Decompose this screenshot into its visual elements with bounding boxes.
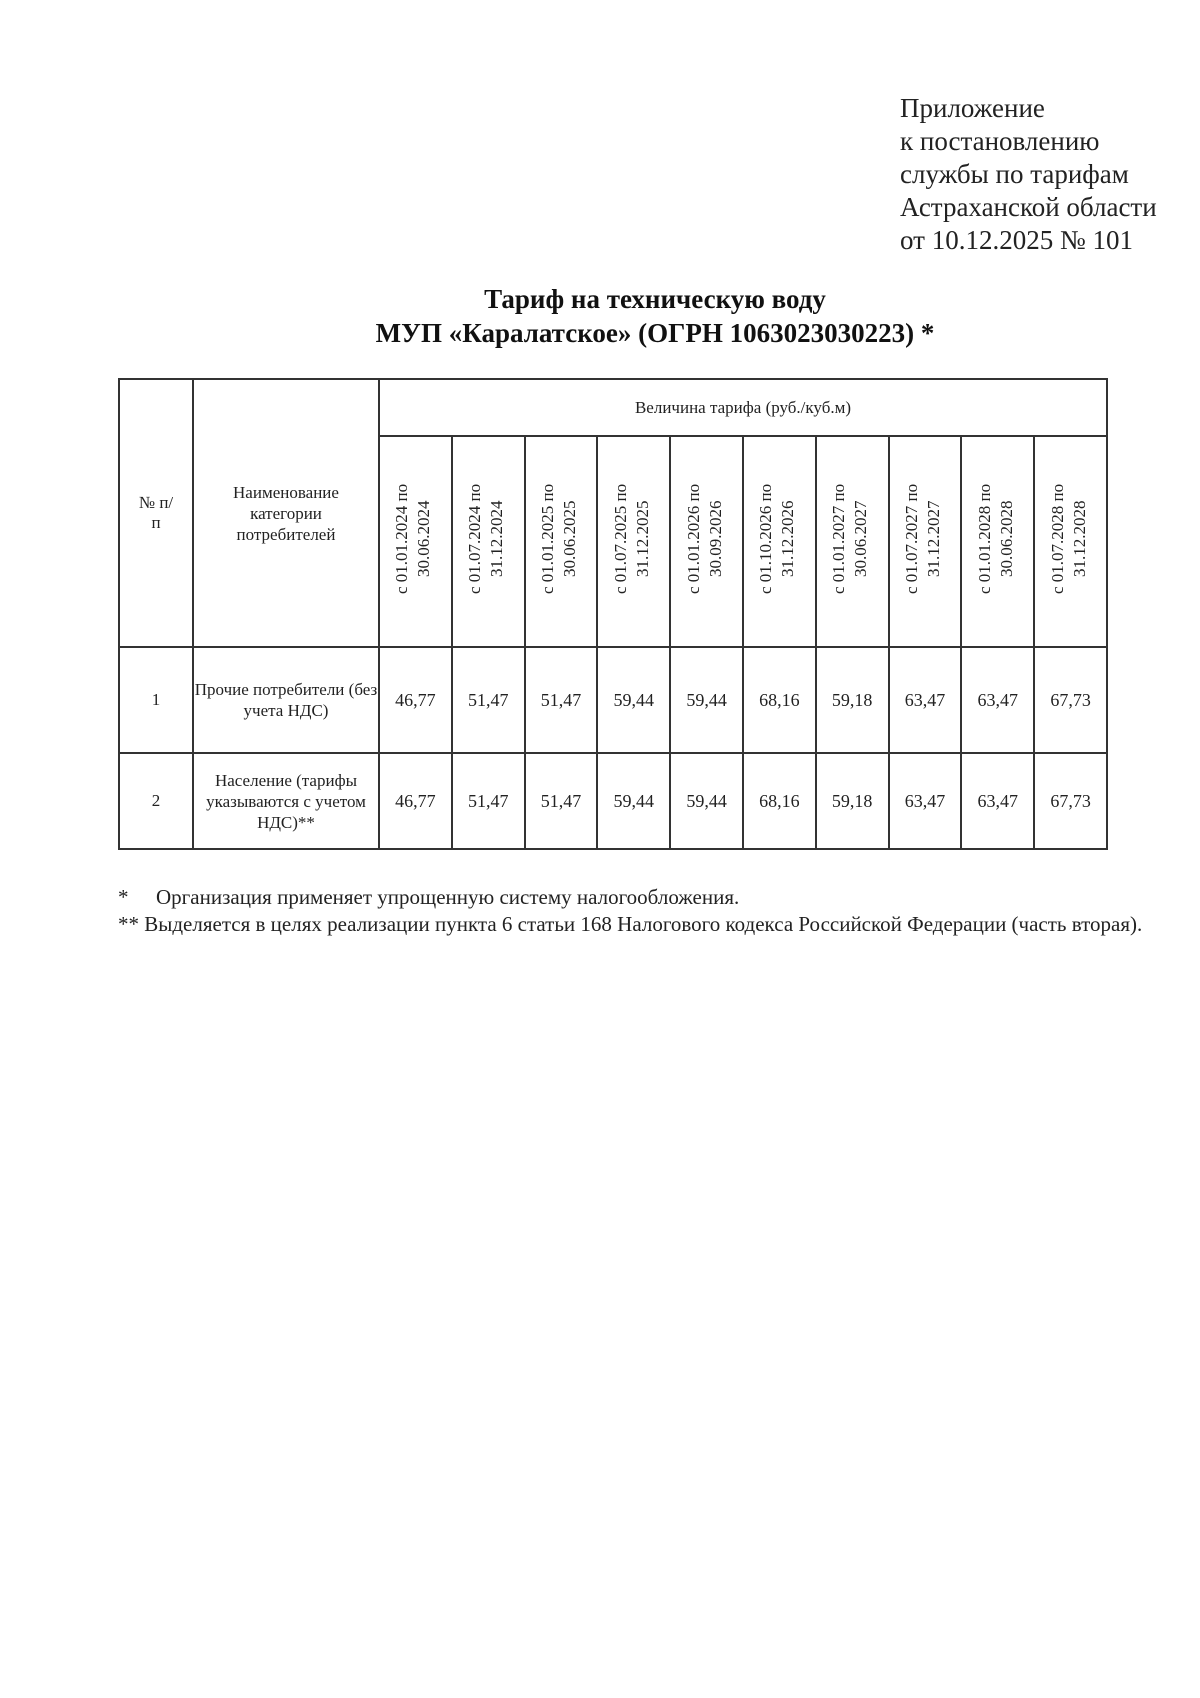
period-label: с 01.01.2027 по 30.06.2027 <box>829 483 871 595</box>
tariff-value: 51,47 <box>452 753 525 849</box>
tariff-value: 51,47 <box>525 753 598 849</box>
tariff-value: 51,47 <box>452 647 525 753</box>
title-line-2: МУП «Каралатское» (ОГРН 1063023030223) * <box>375 318 935 348</box>
period-label: с 01.01.2025 по 30.06.2025 <box>537 483 579 595</box>
row-category: Население (тарифы указываются с учетом НДС)** <box>193 753 379 849</box>
tariff-value: 63,47 <box>889 647 962 753</box>
tariff-value: 59,44 <box>597 647 670 753</box>
tariff-value: 63,47 <box>961 647 1034 753</box>
tariff-value: 59,44 <box>670 647 743 753</box>
tariff-value: 67,73 <box>1034 753 1107 849</box>
header-period <box>379 436 452 647</box>
row-category: Прочие потребители (без учета НДС) <box>193 647 379 753</box>
period-label: с 01.01.2026 по 30.09.2026 <box>683 483 725 595</box>
row-number: 2 <box>119 753 193 849</box>
header-period <box>816 436 889 647</box>
tariff-table <box>118 378 1108 850</box>
row-number: 1 <box>119 647 193 753</box>
period-label: с 01.01.2024 по 30.06.2024 <box>392 483 434 595</box>
appendix-line: Приложение <box>900 93 1045 123</box>
header-period <box>1034 436 1107 647</box>
tariff-value: 68,16 <box>743 647 816 753</box>
appendix-line: службы по тарифам <box>900 159 1129 189</box>
document-title <box>0 282 1200 350</box>
appendix-line: к постановлению <box>900 126 1100 156</box>
period-label: с 01.07.2028 по 31.12.2028 <box>1047 483 1089 595</box>
tariff-value: 63,47 <box>961 753 1034 849</box>
table-row <box>119 647 1107 753</box>
footnotes <box>118 884 1188 938</box>
header-period <box>452 436 525 647</box>
header-tariff-value: Величина тарифа (руб./куб.м) <box>379 379 1107 436</box>
appendix-line: от 10.12.2025 № 101 <box>900 225 1133 255</box>
header-period <box>525 436 598 647</box>
footnote-1 <box>118 884 1188 911</box>
header-period <box>597 436 670 647</box>
footnote-2: ** Выделяется в целях реализации пункта 6 статьи 168 Налогового кодекса Российской Федерации (часть вторая). <box>118 912 1143 936</box>
table-row <box>119 753 1107 849</box>
tariff-value: 59,44 <box>597 753 670 849</box>
appendix-block <box>900 92 1157 257</box>
period-label: с 01.07.2025 по 31.12.2025 <box>610 483 652 595</box>
header-period <box>670 436 743 647</box>
tariff-value: 51,47 <box>525 647 598 753</box>
footnote-marker: * <box>118 885 129 909</box>
period-label: с 01.01.2028 по 30.06.2028 <box>974 483 1016 595</box>
footnote-1-text: Организация применяет упрощенную систему налогообложения. <box>156 885 740 909</box>
tariff-value: 59,18 <box>816 647 889 753</box>
tariff-value: 46,77 <box>379 647 452 753</box>
appendix-line: Астраханской области <box>900 192 1157 222</box>
header-period <box>961 436 1034 647</box>
tariff-value: 59,18 <box>816 753 889 849</box>
period-label: с 01.10.2026 по 31.12.2026 <box>756 483 798 595</box>
header-period <box>889 436 962 647</box>
tariff-value: 63,47 <box>889 753 962 849</box>
title-line-1: Тариф на техническую воду <box>484 284 826 314</box>
tariff-value: 59,44 <box>670 753 743 849</box>
header-category: Наименование категории потребителей <box>193 379 379 647</box>
header-period <box>743 436 816 647</box>
tariff-value: 68,16 <box>743 753 816 849</box>
tariff-value: 46,77 <box>379 753 452 849</box>
header-number: № п/п <box>119 379 193 647</box>
tariff-value: 67,73 <box>1034 647 1107 753</box>
period-label: с 01.07.2024 по 31.12.2024 <box>465 483 507 595</box>
period-label: с 01.07.2027 по 31.12.2027 <box>901 483 943 595</box>
